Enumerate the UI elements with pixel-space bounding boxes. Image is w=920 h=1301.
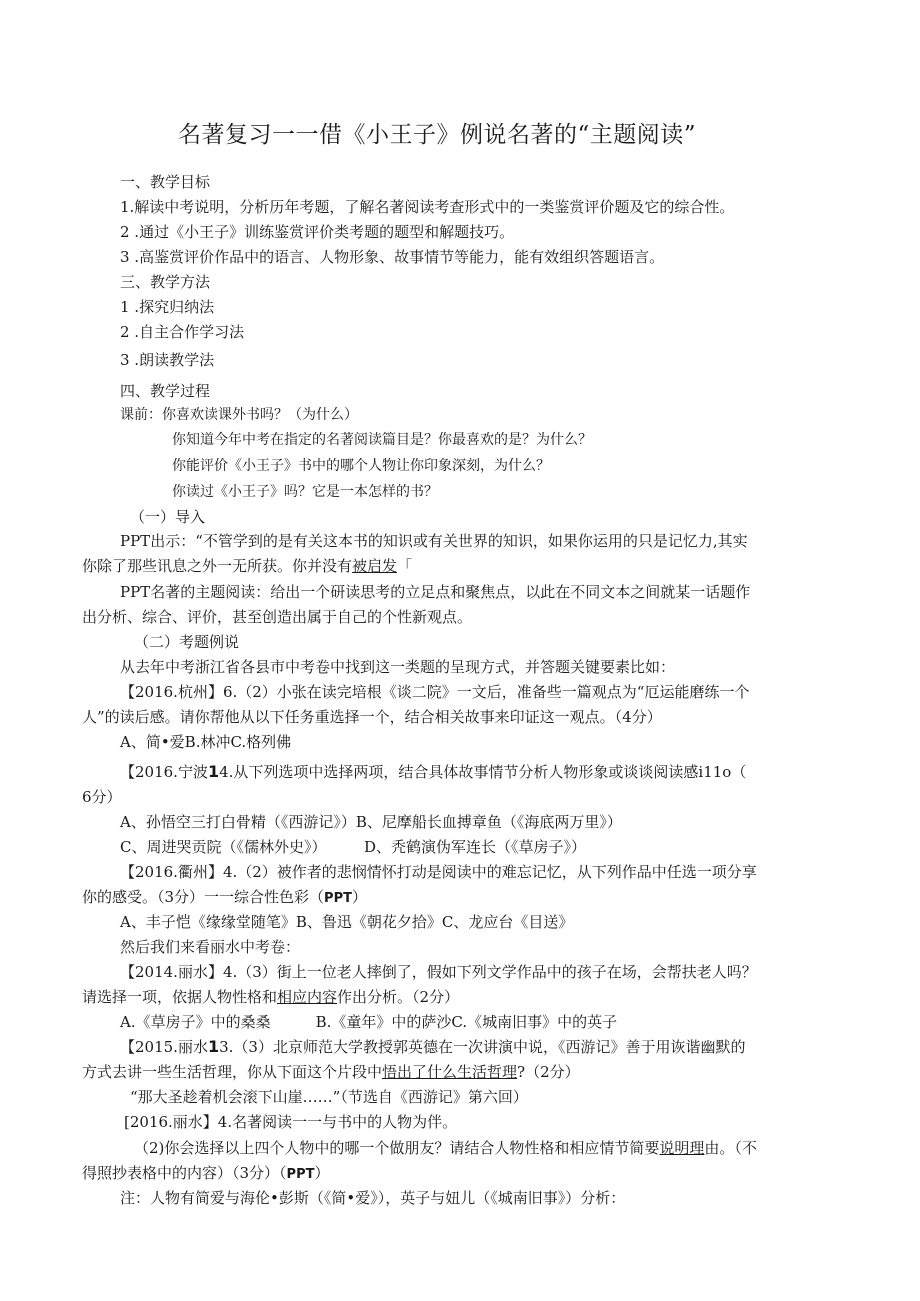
objective-item: 1.解读中考说明，分析历年考题，了解名著阅读考查形式中的一类鉴赏评价题及它的综合性。: [120, 198, 735, 216]
subsection-heading-intro: （一）导入: [130, 508, 206, 526]
exam-question-quzhou: 【2016.衢州】4.（2）被作者的悲悯情怀打动是阅读中的难忘记忆，从下列作品中任选一项分享: [120, 863, 757, 881]
exam-question-lishui-2016: （2)你会选择以上四个人物中的哪一个做朋友？请结合人物性格和相应情节简要说明理由。（不: [134, 1139, 757, 1157]
method-item: 2 .自主合作学习法: [120, 323, 245, 341]
exam-question-ningbo: 6分）: [82, 788, 122, 806]
subsection-heading-examples: （二）考题例说: [134, 633, 240, 651]
exam-question-lishui-2016: [2016.丽水】4.名著阅读一一与书中的人物为伴。: [124, 1113, 458, 1131]
page-title: 名著复习一一借《小王子》例说名著的“主题阅读”: [178, 122, 697, 148]
exam-question-ningbo: 【2016.宁波14.从下列选项中选择两项，结合具体故事情节分析人物形象或谈谈阅读感i11o（: [120, 762, 747, 781]
pre-class-question: 你知道今年中考在指定的名著阅读篇目是？你最喜欢的是？为什么？: [172, 432, 592, 448]
exam-options: C、周进哭贡院（《儒林外史》） D、秃鹤演伪军连长（《草房子》）: [120, 838, 587, 856]
paragraph-line: PPT名著的主题阅读：给出一个研读思考的立足点和聚焦点，以此在不同文本之间就某一话题作: [120, 583, 751, 601]
exam-question-lishui-2014: 【2014.丽水】4.（3）街上一位老人摔倒了，假如下列文学作品中的孩子在场，会帮扶老人吗？: [120, 963, 757, 981]
exam-options: A、丰子恺《缘缘堂随笔》B、鲁迅《朝花夕拾》C、龙应台《目送》: [120, 913, 574, 931]
paragraph-line: 出分析、综合、评价，甚至创造出属于自己的个性新观点。: [82, 608, 473, 626]
note-line: 注：人物有简爱与海伦•彭斯（《简•爱》），英子与妞儿（《城南旧事》）分析：: [120, 1189, 626, 1207]
exam-question-lishui-2016: 得照抄表格中的内容）（3分）（PPT）: [82, 1164, 330, 1182]
exam-options: A.《草房子》中的桑桑 B.《童年》中的萨沙C.《城南旧事》中的英子: [120, 1013, 618, 1031]
pre-class-question: 你读过《小王子》吗？它是一本怎样的书？: [172, 484, 438, 500]
method-item: 1 .探究归纳法: [120, 298, 215, 316]
paragraph-line: 你除了那些讯息之外一无所获。你并没有被启发「: [82, 557, 413, 575]
exam-question-lishui-2015: 【2015.丽水13.（3）北京师范大学教授郭英德在一次讲演中说，《西游记》善于用诙谐幽默的: [120, 1037, 746, 1056]
exam-question-hangzhou: 【2016.杭州】6.（2）小张在读完培根《谈二院》一文后，准备些一篇观点为“厄运能磨练一个: [120, 683, 750, 701]
section-heading-methods: 三、教学方法: [120, 273, 211, 291]
method-item: 3 .朗读教学法: [120, 351, 215, 369]
exam-options: A、孙悟空三打白骨精（《西游记》）B、尼摩船长血搏章鱼（《海底两万里》）: [120, 813, 622, 831]
exam-question-lishui-2015: 方式去讲一些生活哲理，你从下面这个片段中悟出了什么生活哲理?（2分）: [82, 1063, 580, 1081]
exam-options: A、简•爱B.林冲C.格列佛: [120, 733, 292, 751]
objective-item: 2 .通过《小王子》训练鉴赏评价类考题的题型和解题技巧。: [120, 223, 515, 241]
section-heading-process: 四、教学过程: [120, 382, 211, 400]
objective-item: 3 .高鉴赏评价作品中的语言、人物形象、故事情节等能力，能有效组织答题语言。: [120, 248, 665, 266]
exam-question-lishui-2014: 请选择一项，依据人物性格和相应内容作出分析。（2分）: [82, 988, 460, 1006]
pre-class-question: 你能评价《小王子》书中的哪个人物让你印象深刻，为什么？: [172, 458, 550, 474]
quoted-excerpt: “那大圣趁着机会滚下山崖……”（节选自《西游记》第六回）: [130, 1088, 528, 1106]
section-heading-objectives: 一、教学目标: [120, 173, 211, 191]
exam-question-quzhou: 你的感受。（3分）一一综合性色彩（PPT）: [82, 888, 367, 906]
paragraph-line: PPT出示：“不管学到的是有关这本书的知识或有关世界的知识，如果你运用的只是记忆力,其实: [120, 532, 748, 550]
pre-class-question: 课前：你喜欢读课外书吗？（为什么）: [120, 407, 358, 423]
paragraph-line: 然后我们来看丽水中考卷：: [120, 938, 301, 956]
exam-question-hangzhou: 人”的读后感。请你帮他从以下任务重选择一个，结合相关故事来印证这一观点。（4分）: [82, 708, 662, 726]
paragraph-line: 从去年中考浙江省各县市中考卷中找到这一类题的呈现方式，并答题关键要素比如：: [120, 658, 676, 676]
